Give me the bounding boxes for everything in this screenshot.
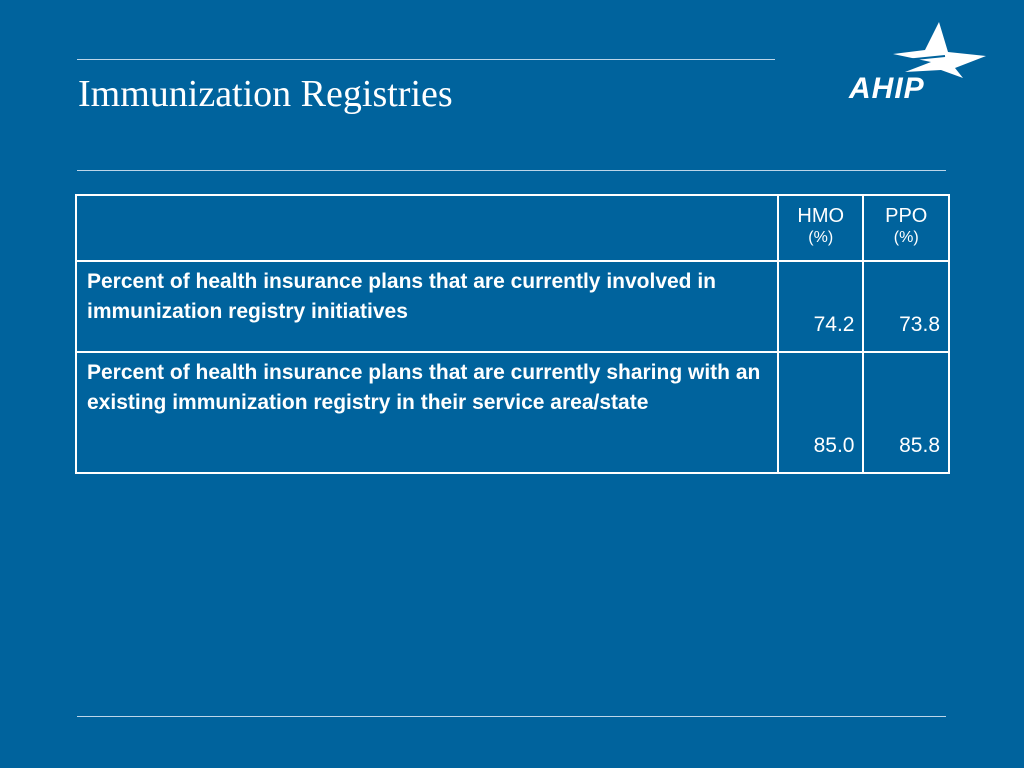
page-title: Immunization Registries (78, 73, 453, 115)
row-label: Percent of health insurance plans that are currently involved in immunization registry initiatives (76, 261, 778, 352)
row-label: Percent of health insurance plans that are currently sharing with an existing immunization registry in their service area/state (76, 352, 778, 473)
column-name: PPO (885, 205, 928, 227)
table-row (76, 352, 949, 473)
data-table (75, 194, 950, 474)
column-header-ppo (863, 195, 949, 261)
top-divider (77, 59, 775, 60)
table-row (76, 261, 949, 352)
column-name: HMO (797, 205, 845, 227)
cell-ppo: 73.8 (863, 261, 949, 352)
ahip-logo (845, 20, 990, 105)
header-divider (77, 170, 946, 171)
table-header-row (76, 195, 949, 261)
star-icon (845, 20, 990, 80)
cell-hmo: 85.0 (778, 352, 863, 473)
cell-ppo: 85.8 (863, 352, 949, 473)
column-unit: (%) (893, 229, 919, 246)
footer-divider (77, 716, 946, 717)
header-blank-cell (76, 195, 778, 261)
column-unit: (%) (808, 229, 834, 246)
column-header-hmo (778, 195, 863, 261)
cell-hmo: 74.2 (778, 261, 863, 352)
logo-text: AHIP (849, 72, 925, 105)
